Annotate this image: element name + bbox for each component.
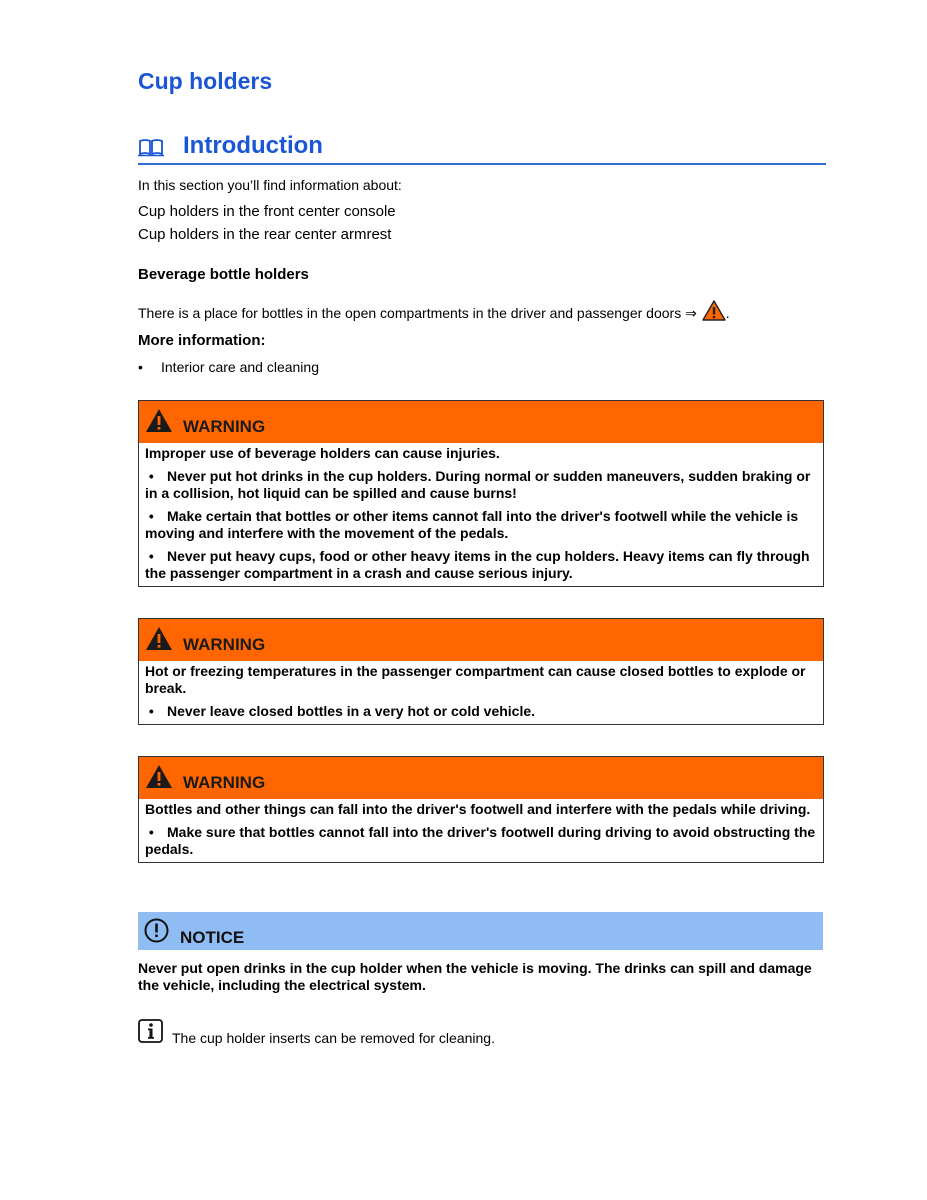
warning-lead: Improper use of beverage holders can cause injuries. [145, 445, 500, 461]
warning-triangle-icon [145, 626, 173, 651]
warning-body [139, 661, 823, 724]
notice-header [138, 912, 823, 950]
warning-bullet: • Make certain that bottles or other items cannot fall into the driver's footwell while the vehicle is moving and interfere with the movement of the pedals. [145, 508, 799, 541]
more-info-item [138, 359, 319, 375]
warning-body [139, 799, 823, 862]
notice-text: Never put open drinks in the cup holder when the vehicle is moving. The drinks can spill and damage the vehicle, including the electrical system. [138, 960, 812, 993]
beverage-text-row [138, 300, 730, 322]
intro-heading-row [138, 130, 826, 165]
warning-header [139, 401, 823, 443]
warning-triangle-icon [145, 408, 173, 433]
intro-heading: Introduction [183, 132, 323, 159]
warning-lead: Bottles and other things can fall into the driver's footwell and interfere with the pedals while driving. [145, 801, 811, 817]
beverage-text-end: . [725, 305, 730, 321]
beverage-heading: Beverage bottle holders [138, 266, 309, 283]
more-info-heading: More information: [138, 332, 266, 349]
warning-label: WARNING [183, 773, 266, 792]
warning-header [139, 757, 823, 799]
page-title: Cup holders [138, 68, 273, 94]
warning-triangle-icon [145, 764, 173, 789]
warning-bullet: • Never leave closed bottles in a very hot or cold vehicle. [145, 703, 536, 719]
exclamation-circle-icon [144, 918, 169, 943]
book-icon [138, 137, 164, 157]
bullet: • [138, 359, 143, 375]
intro-text: In this section you’ll find information about: [138, 177, 402, 193]
warning-bullet: • Make sure that bottles cannot fall into the driver's footwell during driving to avoid obstructing the pedals. [145, 824, 816, 857]
warning-triangle-icon[interactable] [702, 300, 726, 321]
warning-label: WARNING [183, 417, 266, 436]
more-info-link-interior-care[interactable]: Interior care and cleaning [161, 359, 319, 375]
warning-box-1 [138, 400, 824, 587]
warning-box-3 [138, 756, 824, 863]
warning-bullet: • Never put hot drinks in the cup holders. During normal or sudden maneuvers, sudden braking or in a collision, hot liquid can be spilled and cause burns! [145, 468, 811, 501]
notice-label: NOTICE [180, 928, 245, 947]
beverage-text: There is a place for bottles in the open compartments in the driver and passenger doors ⇒ [138, 305, 697, 321]
info-note-text: The cup holder inserts can be removed for cleaning. [172, 1030, 495, 1046]
info-icon [138, 1019, 163, 1043]
warning-box-2 [138, 618, 824, 725]
intro-link-front[interactable]: Cup holders in the front center console [138, 203, 396, 220]
warning-header [139, 619, 823, 661]
warning-label: WARNING [183, 635, 266, 654]
warning-lead: Hot or freezing temperatures in the passenger compartment can cause closed bottles to explode or break. [145, 663, 806, 696]
warning-body [139, 443, 823, 586]
intro-link-rear[interactable]: Cup holders in the rear center armrest [138, 226, 392, 243]
warning-bullet: • Never put heavy cups, food or other heavy items in the cup holders. Heavy items can fly through the passenger compartment in a crash and cause serious injury. [145, 548, 810, 581]
